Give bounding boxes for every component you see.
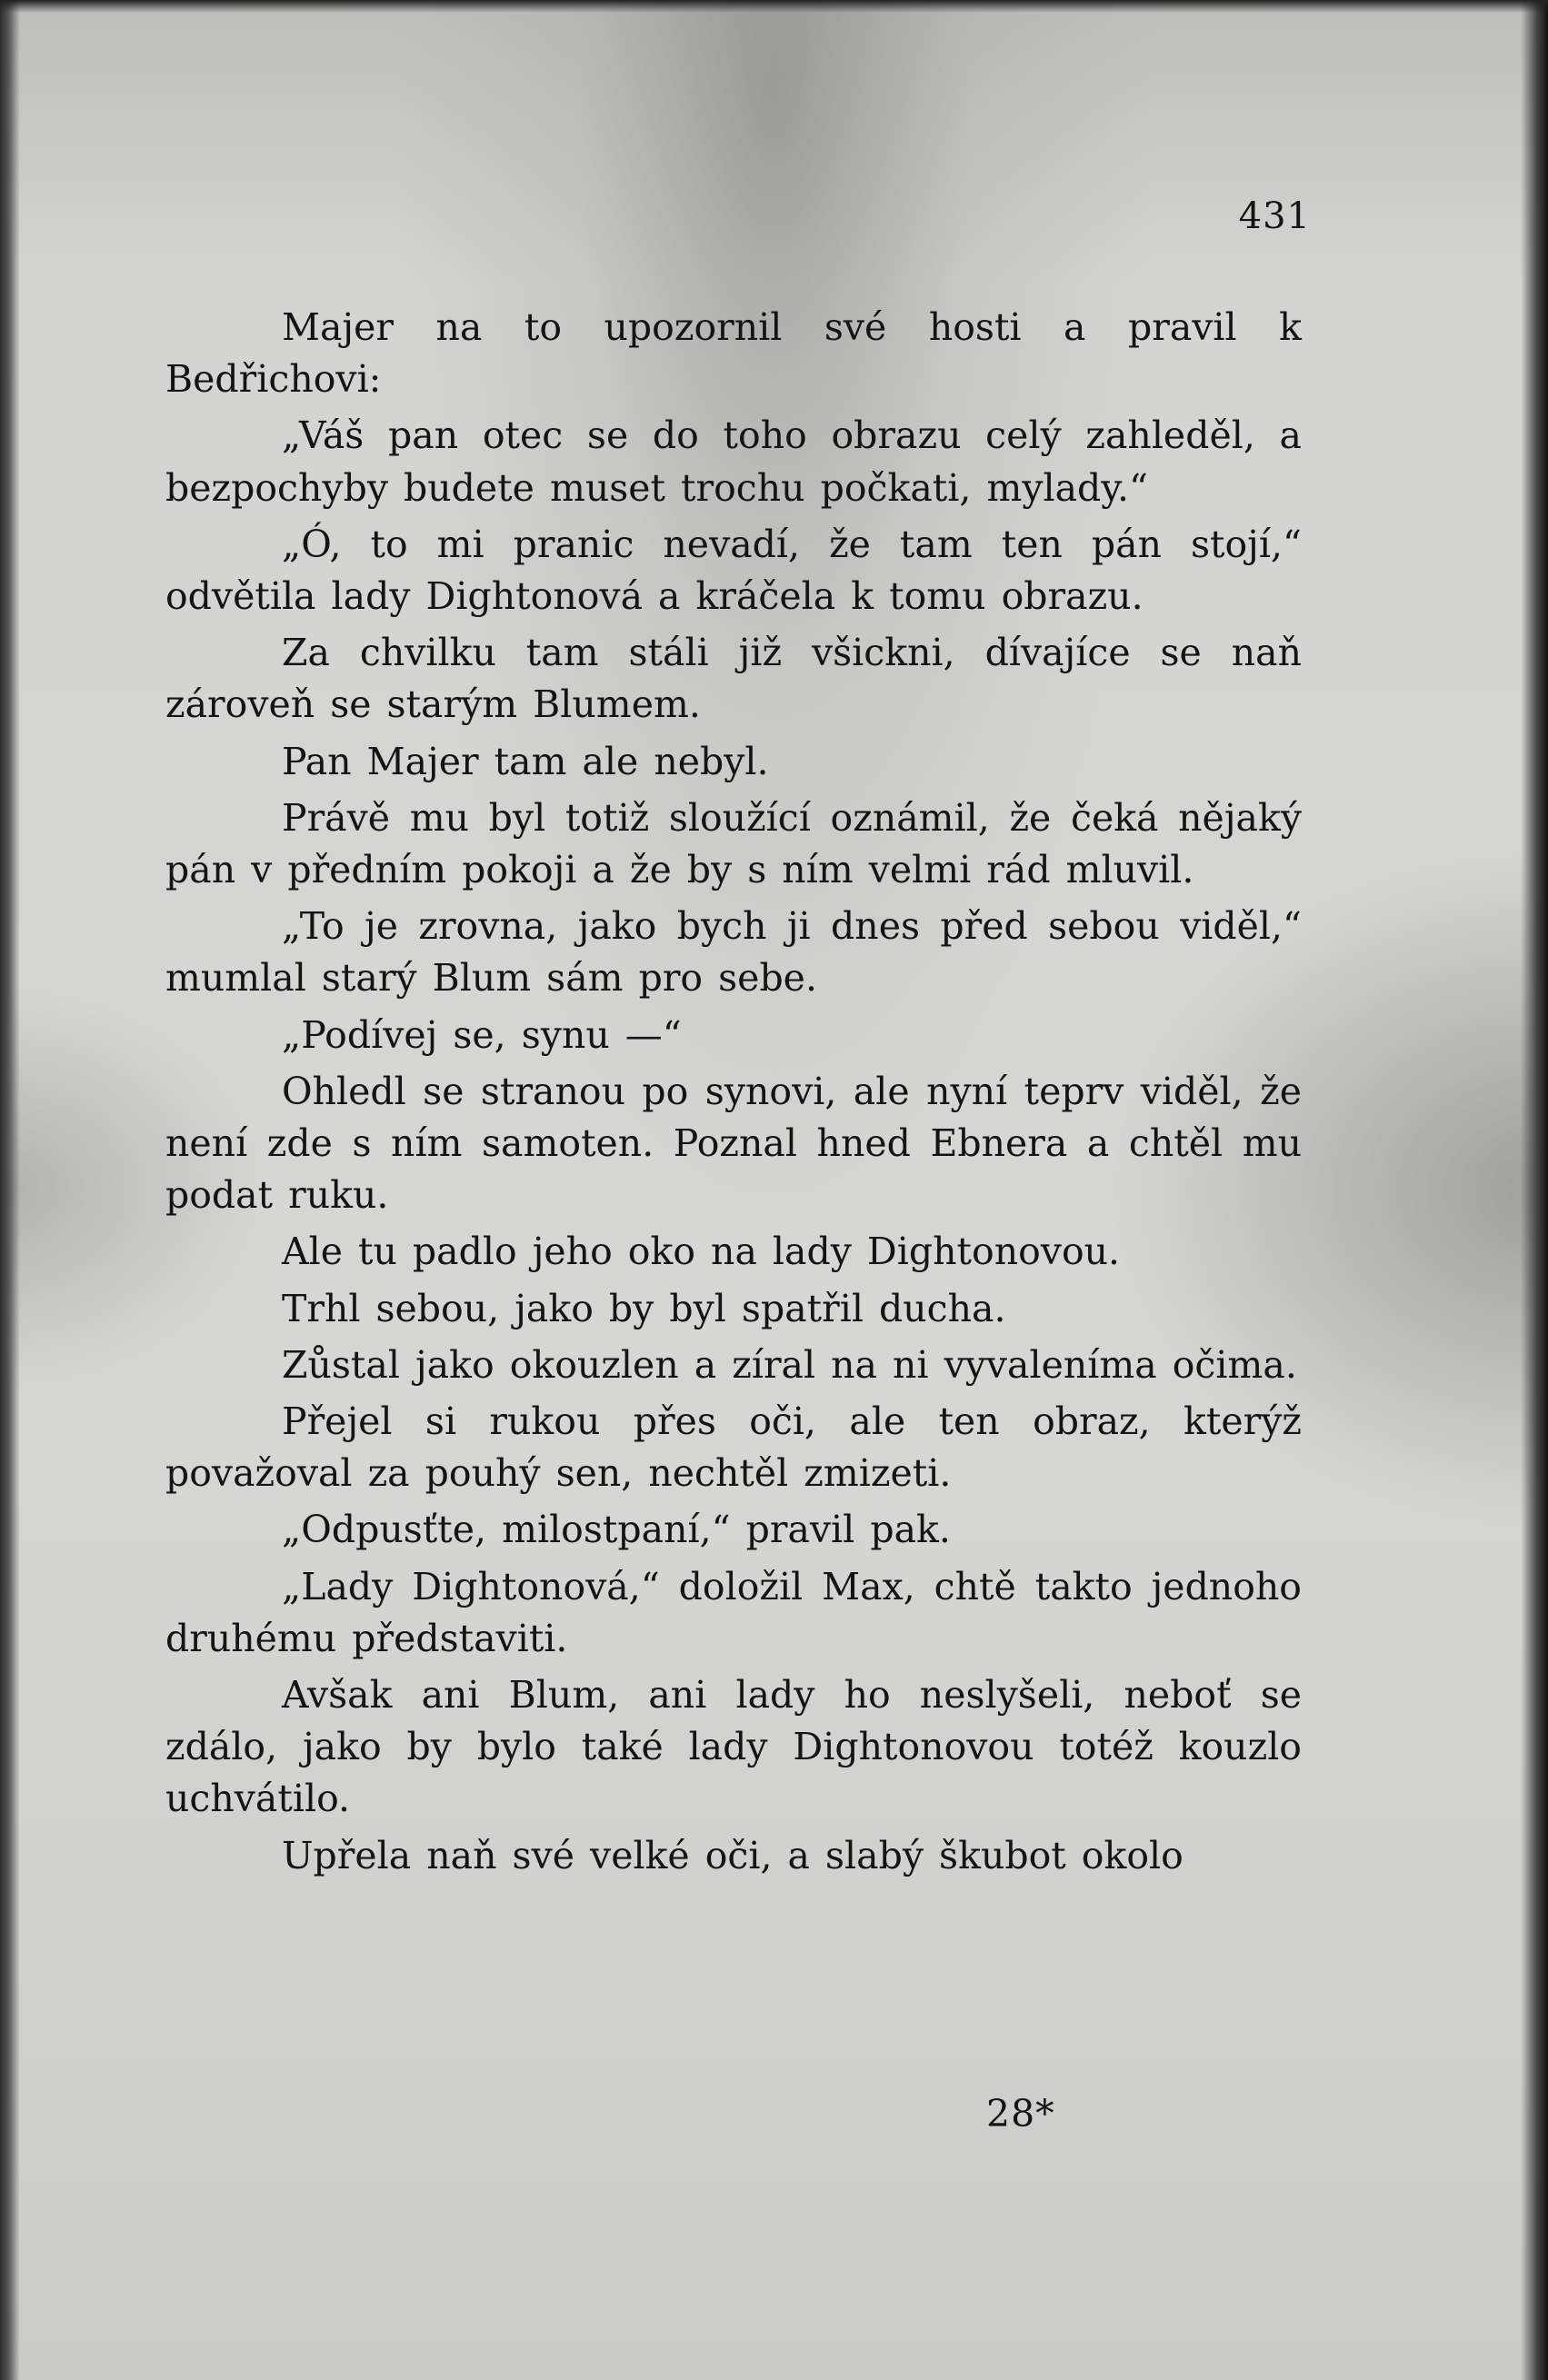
- body-text: [165, 302, 1302, 1887]
- paragraph: „Odpusťte, milostpaní,“ pravil pak.: [282, 1508, 951, 1552]
- paragraph: „Lady Dightonová,“ doložil Max, chtě takto jednoho druhému představiti.: [165, 1564, 1302, 1660]
- paragraph: „Váš pan otec se do toho obrazu celý zahleděl, a bezpochyby budete muset trochu počkati, mylady.“: [165, 413, 1302, 510]
- page-edge-shadow-left: [0, 0, 20, 2380]
- page-edge-shadow-right: [1521, 0, 1548, 2380]
- paragraph: Majer na to upozornil své hosti a pravil k Bedřichovi:: [165, 305, 1302, 402]
- page-edge-shadow-top: [0, 0, 1548, 13]
- paragraph: Avšak ani Blum, ani lady ho neslyšeli, neboť se zdálo, jako by bylo také lady Dightonovou totéž kouzlo uchvátilo.: [165, 1673, 1302, 1821]
- paragraph: Pan Majer tam ale nebyl.: [282, 739, 769, 783]
- page-number: 431: [1238, 195, 1311, 237]
- paragraph: „Podívej se, synu —“: [282, 1012, 682, 1057]
- paragraph: Ohledl se stranou po synovi, ale nyní teprv viděl, že není zde s ním samoten. Poznal hned Ebnera a chtěl mu podat ruku.: [165, 1069, 1302, 1218]
- printer-signature-mark: 28*: [986, 2092, 1055, 2136]
- paragraph: Přejel si rukou přes oči, ale ten obraz, kterýž považoval za pouhý sen, nechtěl zmizeti.: [165, 1399, 1302, 1496]
- paragraph: „Ó, to mi pranic nevadí, že tam ten pán stojí,“ odvětila lady Dightonová a kráčela k tomu obrazu.: [165, 522, 1302, 619]
- paragraph: Upřela naň své velké oči, a slabý škubot okolo: [282, 1833, 1183, 1877]
- paragraph: Trhl sebou, jako by byl spatřil ducha.: [282, 1286, 1006, 1330]
- paragraph: Právě mu byl totiž sloužící oznámil, že čeká nějaký pán v předním pokoji a že by s ním velmi rád mluvil.: [165, 795, 1302, 892]
- paragraph: Ale tu padlo jeho oko na lady Dightonovou.: [282, 1230, 1121, 1274]
- paragraph: „To je zrovna, jako bych ji dnes před sebou viděl,“ mumlal starý Blum sám pro sebe.: [165, 904, 1302, 1001]
- paragraph: Zůstal jako okouzlen a zíral na ni vyvaleníma očima.: [282, 1342, 1297, 1387]
- paragraph: Za chvilku tam stáli již všickni, dívajíce se naň zároveň se starým Blumem.: [165, 631, 1302, 727]
